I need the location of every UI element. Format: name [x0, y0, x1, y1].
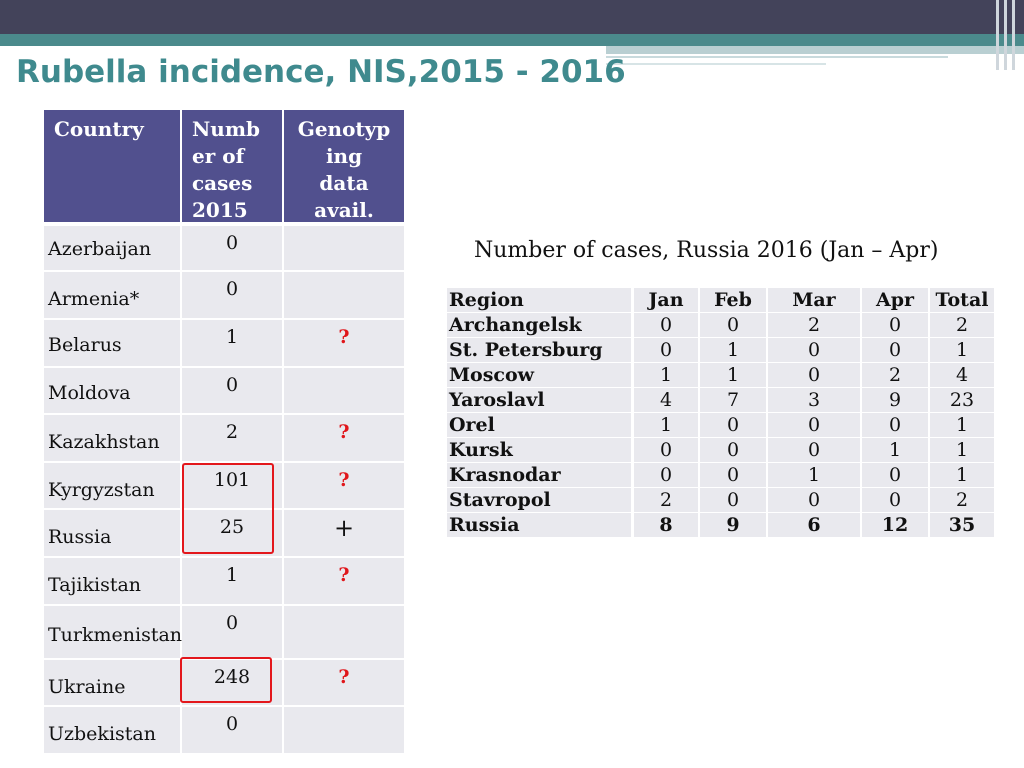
genotyping-cell: [284, 707, 404, 753]
table-row: [44, 368, 404, 413]
case-count: 9: [700, 513, 766, 537]
case-count: 0: [634, 338, 698, 362]
header-line: cases: [192, 171, 253, 195]
country-cell: [44, 606, 183, 658]
genotyping-cell: [284, 660, 404, 705]
case-count: 1: [768, 463, 860, 487]
cases-value: 1: [225, 564, 239, 586]
case-count: 1: [930, 438, 994, 462]
header-genotyping: [284, 110, 404, 222]
region-name: St. Petersburg: [447, 338, 631, 362]
region-name: Krasnodar: [447, 463, 631, 487]
country-cell: [44, 707, 180, 753]
header-month: Total: [930, 288, 994, 312]
case-count: 23: [930, 388, 994, 412]
table-row: [44, 606, 404, 658]
cases-value: 101: [213, 469, 251, 491]
case-count: 2: [862, 363, 928, 387]
header-line: ing: [325, 144, 363, 168]
region-name: Archangelsk: [447, 313, 631, 337]
case-count: 3: [768, 388, 860, 412]
country-name: Russia: [48, 526, 112, 548]
country-cell: [44, 660, 180, 705]
case-count: 0: [634, 463, 698, 487]
country-name: Tajikistan: [48, 574, 142, 596]
country-cell: [44, 558, 180, 604]
cases-value: 0: [225, 232, 239, 254]
case-count: 9: [862, 388, 928, 412]
header-line: Country: [54, 117, 144, 141]
country-cell: [44, 226, 180, 270]
genotyping-cell: [284, 226, 404, 270]
slide-title: Rubella incidence, NIS,2015 - 2016: [16, 54, 626, 90]
cases-value: 1: [225, 326, 239, 348]
case-count: 0: [768, 413, 860, 437]
table-row: [44, 707, 404, 753]
top-banner: [0, 0, 1024, 34]
case-count: 7: [700, 388, 766, 412]
header-month: Mar: [768, 288, 860, 312]
header-line: Genotyp: [297, 117, 391, 141]
genotyping-cell: [284, 510, 404, 556]
header-month: Jan: [634, 288, 698, 312]
case-count: 2: [634, 488, 698, 512]
case-count: 0: [634, 313, 698, 337]
header-line: avail.: [314, 198, 374, 222]
table-row: [44, 415, 404, 461]
case-count: 0: [768, 363, 860, 387]
genotyping-status: ?: [338, 564, 350, 586]
case-count: 4: [634, 388, 698, 412]
genotyping-cell: [284, 368, 404, 413]
region-name: Kursk: [447, 438, 631, 462]
cases-value: 0: [225, 612, 239, 634]
country-cell: [44, 463, 180, 508]
case-count: 1: [930, 338, 994, 362]
cases-value: 25: [219, 516, 245, 538]
russia-table-caption: Number of cases, Russia 2016 (Jan – Apr): [474, 238, 939, 263]
case-count: 2: [768, 313, 860, 337]
header-cases: [182, 110, 282, 222]
case-count: 8: [634, 513, 698, 537]
case-count: 1: [862, 438, 928, 462]
region-name: Stavropol: [447, 488, 631, 512]
header-line: 2015: [192, 198, 248, 222]
case-count: 0: [700, 488, 766, 512]
highlight-box-kyrgyzstan-russia: [182, 463, 274, 554]
case-count: 0: [862, 313, 928, 337]
cases-value: 0: [225, 374, 239, 396]
country-cell: [44, 368, 180, 413]
header-month: Apr: [862, 288, 928, 312]
country-name: Kazakhstan: [48, 431, 160, 453]
table-row: [44, 320, 404, 366]
decor-stripe: [1012, 0, 1015, 70]
country-name: Belarus: [48, 334, 122, 356]
genotyping-cell: [284, 463, 404, 508]
genotyping-status: ?: [338, 666, 350, 688]
country-name: Ukraine: [48, 676, 126, 698]
case-count: 0: [862, 413, 928, 437]
genotyping-cell: [284, 606, 404, 658]
cases-value: 0: [225, 278, 239, 300]
genotyping-status: ?: [338, 326, 350, 348]
case-count: 0: [768, 488, 860, 512]
genotyping-cell: [284, 415, 404, 461]
country-cell: [44, 415, 180, 461]
genotyping-plus: +: [333, 514, 355, 542]
header-country: [44, 110, 180, 222]
region-name: Russia: [447, 513, 631, 537]
case-count: 1: [930, 463, 994, 487]
case-count: 2: [930, 488, 994, 512]
accent-bar: [0, 34, 1024, 46]
cases-value: 0: [225, 713, 239, 735]
country-cell: [44, 510, 180, 556]
country-name: Azerbaijan: [48, 238, 152, 260]
cases-cell: [182, 707, 282, 753]
cases-cell: [182, 558, 282, 604]
genotyping-cell: [284, 558, 404, 604]
accent-line-2: [606, 63, 826, 65]
table-row: [44, 558, 404, 604]
country-name: Kyrgyzstan: [48, 479, 155, 501]
case-count: 12: [862, 513, 928, 537]
cases-cell: [182, 415, 282, 461]
cases-cell: [182, 272, 282, 318]
cases-cell: [182, 368, 282, 413]
case-count: 4: [930, 363, 994, 387]
case-count: 1: [634, 413, 698, 437]
case-count: 0: [862, 338, 928, 362]
cases-value: 248: [213, 666, 251, 688]
case-count: 1: [634, 363, 698, 387]
table-row: [44, 272, 404, 318]
cases-cell: [182, 606, 282, 658]
country-name: Armenia*: [48, 288, 140, 310]
genotyping-cell: [284, 272, 404, 318]
case-count: 1: [700, 338, 766, 362]
highlight-box-ukraine: [180, 657, 272, 703]
case-count: 0: [768, 338, 860, 362]
case-count: 0: [700, 438, 766, 462]
cases-value: 2: [225, 421, 239, 443]
header-line: Numb: [192, 117, 260, 141]
case-count: 0: [862, 463, 928, 487]
genotyping-status: ?: [338, 421, 350, 443]
case-count: 0: [700, 313, 766, 337]
case-count: 0: [634, 438, 698, 462]
case-count: 2: [930, 313, 994, 337]
country-cell: [44, 320, 180, 366]
region-name: Orel: [447, 413, 631, 437]
accent-bar-light: [606, 46, 1024, 54]
country-cell: [44, 272, 180, 318]
table-row: [44, 226, 404, 270]
case-count: 35: [930, 513, 994, 537]
header-line: er of: [192, 144, 245, 168]
country-name: Uzbekistan: [48, 723, 156, 745]
header-month: Feb: [700, 288, 766, 312]
case-count: 6: [768, 513, 860, 537]
country-name: Moldova: [48, 382, 131, 404]
case-count: 0: [700, 413, 766, 437]
case-count: 0: [862, 488, 928, 512]
case-count: 0: [768, 438, 860, 462]
genotyping-cell: [284, 320, 404, 366]
header-region: Region: [447, 288, 631, 312]
region-name: Yaroslavl: [447, 388, 631, 412]
cases-cell: [182, 226, 282, 270]
cases-cell: [182, 320, 282, 366]
country-name: Turkmenistan: [48, 624, 183, 646]
genotyping-status: ?: [338, 469, 350, 491]
accent-line: [606, 56, 948, 58]
case-count: 0: [700, 463, 766, 487]
header-line: data: [319, 171, 369, 195]
case-count: 1: [700, 363, 766, 387]
region-name: Moscow: [447, 363, 631, 387]
decor-stripe: [1004, 0, 1007, 70]
case-count: 1: [930, 413, 994, 437]
decor-stripe: [996, 0, 999, 70]
